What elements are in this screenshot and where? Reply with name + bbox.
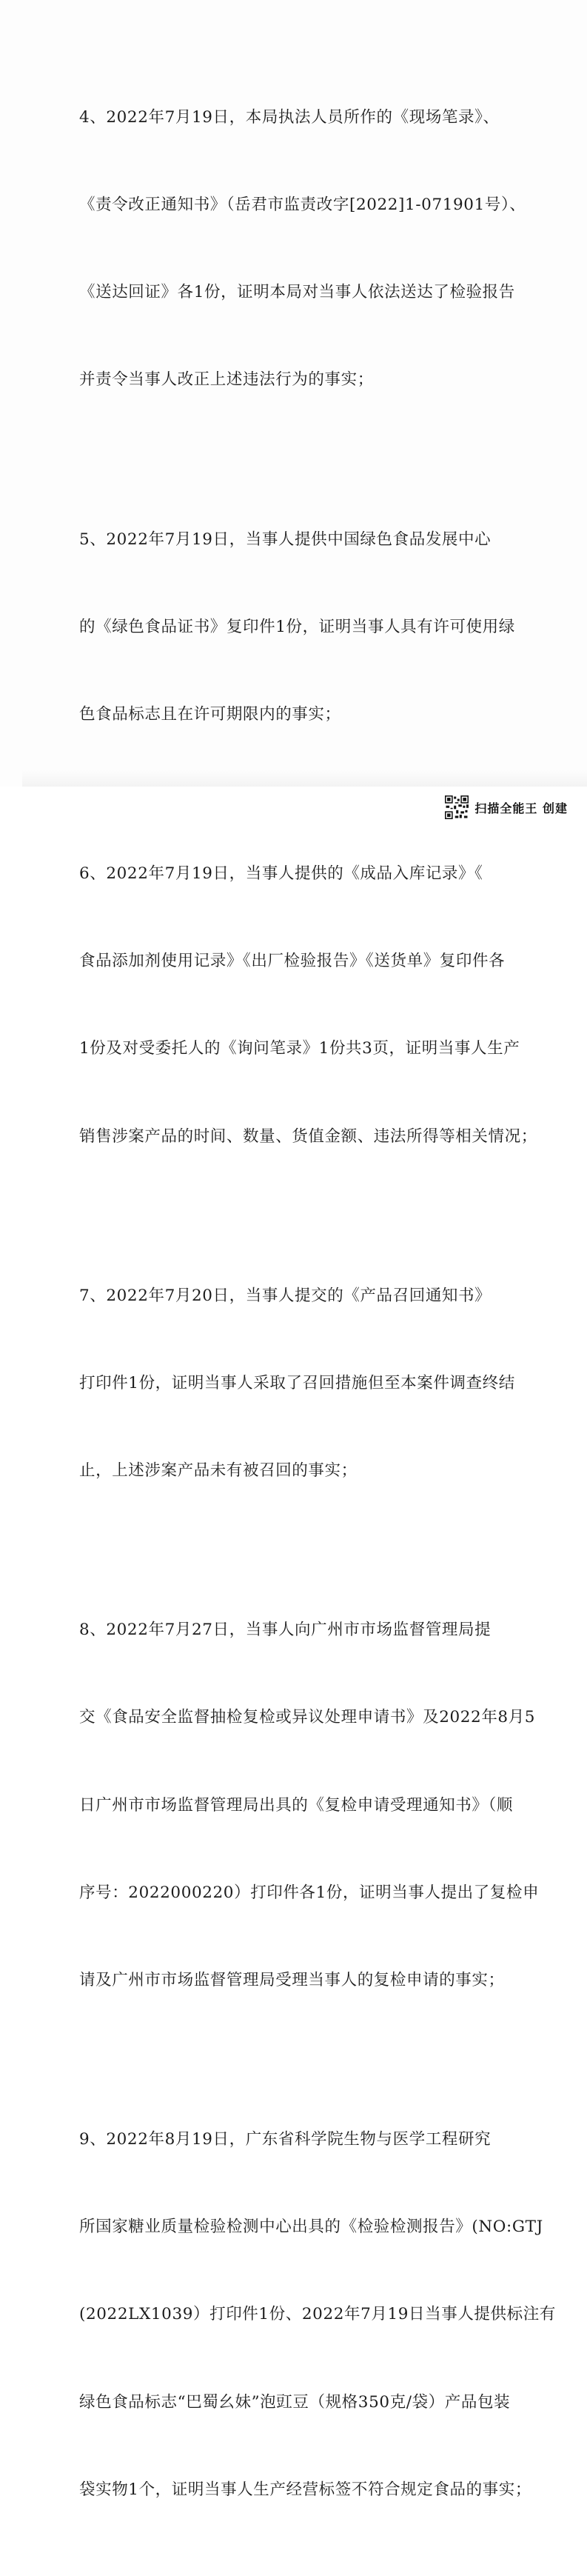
text-line: 请及广州市市场监督管理局受理当事人的复检申请的事实； xyxy=(79,1971,505,1989)
evidence-item-8 xyxy=(79,1557,540,2053)
evidence-item-7 xyxy=(79,1223,523,1544)
text-line: 《责令改正通知书》（岳君市监责改字[2022]1-071901号）、 xyxy=(79,196,526,215)
text-line: 的《绿色食品证书》复印件1份，证明当事人具有许可使用绿 xyxy=(79,617,515,636)
text-line: (2022LX1039）打印件1份、2022年7月19日当事人提供标注有 xyxy=(79,2305,556,2324)
text-line: 8、2022年7月27日，当事人向广州市市场监督管理局提 xyxy=(79,1621,492,1640)
text-line: 并责令当事人改正上述违法行为的事实； xyxy=(79,370,374,390)
evidence-item-4 xyxy=(79,44,526,453)
text-line: 交《食品安全监督抽检复检或异议处理申请书》及2022年8月5 xyxy=(79,1708,536,1727)
text-line: 绿色食品标志“巴蜀幺妹”泡豇豆（规格350克/袋）产品包装 xyxy=(79,2392,511,2412)
document-body xyxy=(79,44,556,2576)
text-line: 日广州市市场监督管理局出具的《复检申请受理通知书》（顺 xyxy=(79,1795,513,1815)
text-line: 袋实物1个，证明当事人生产经营标签不符合规定食品的事实； xyxy=(79,2480,531,2499)
text-line: 6、2022年7月19日，当事人提供的《成品入库记录》《 xyxy=(79,864,483,883)
evidence-item-9 xyxy=(79,2066,556,2563)
text-line: 止，上述涉案产品未有被召回的事实； xyxy=(79,1461,358,1481)
text-line: 色食品标志且在许可期限内的事实； xyxy=(79,704,341,724)
scanner-watermark xyxy=(445,795,568,819)
watermark-label: 扫描全能王 创建 xyxy=(474,801,568,815)
text-line: 所国家糖业质量检验检测中心出具的《检验检测报告》(NO:GTJ xyxy=(79,2218,543,2237)
text-line: 《送达回证》各1份，证明本局对当事人依法送达了检验报告 xyxy=(79,283,515,302)
text-line: 序号：2022000220）打印件各1份，证明当事人提出了复检申 xyxy=(79,1883,540,1902)
text-line: 打印件1份，证明当事人采取了召回措施但至本案件调查终结 xyxy=(79,1373,515,1392)
text-line: 销售涉案产品的时间、数量、货值金额、违法所得等相关情况； xyxy=(79,1127,537,1146)
text-line: 1份及对受委托人的《询问笔录》1份共3页，证明当事人生产 xyxy=(79,1039,520,1058)
text-line: 9、2022年8月19日，广东省科学院生物与医学工程研究 xyxy=(79,2130,492,2149)
text-line: 4、2022年7月19日，本局执法人员所作的《现场笔录》、 xyxy=(79,107,500,127)
evidence-item-5 xyxy=(79,467,523,787)
text-line: 7、2022年7月20日，当事人提交的《产品召回通知书》 xyxy=(79,1286,492,1305)
qr-code-icon xyxy=(445,795,469,819)
evidence-item-6 xyxy=(79,801,537,1209)
text-line: 食品添加剂使用记录》《出厂检验报告》《送货单》复印件各 xyxy=(79,952,506,971)
text-line: 5、2022年7月19日，当事人提供中国绿色食品发展中心 xyxy=(79,530,492,549)
